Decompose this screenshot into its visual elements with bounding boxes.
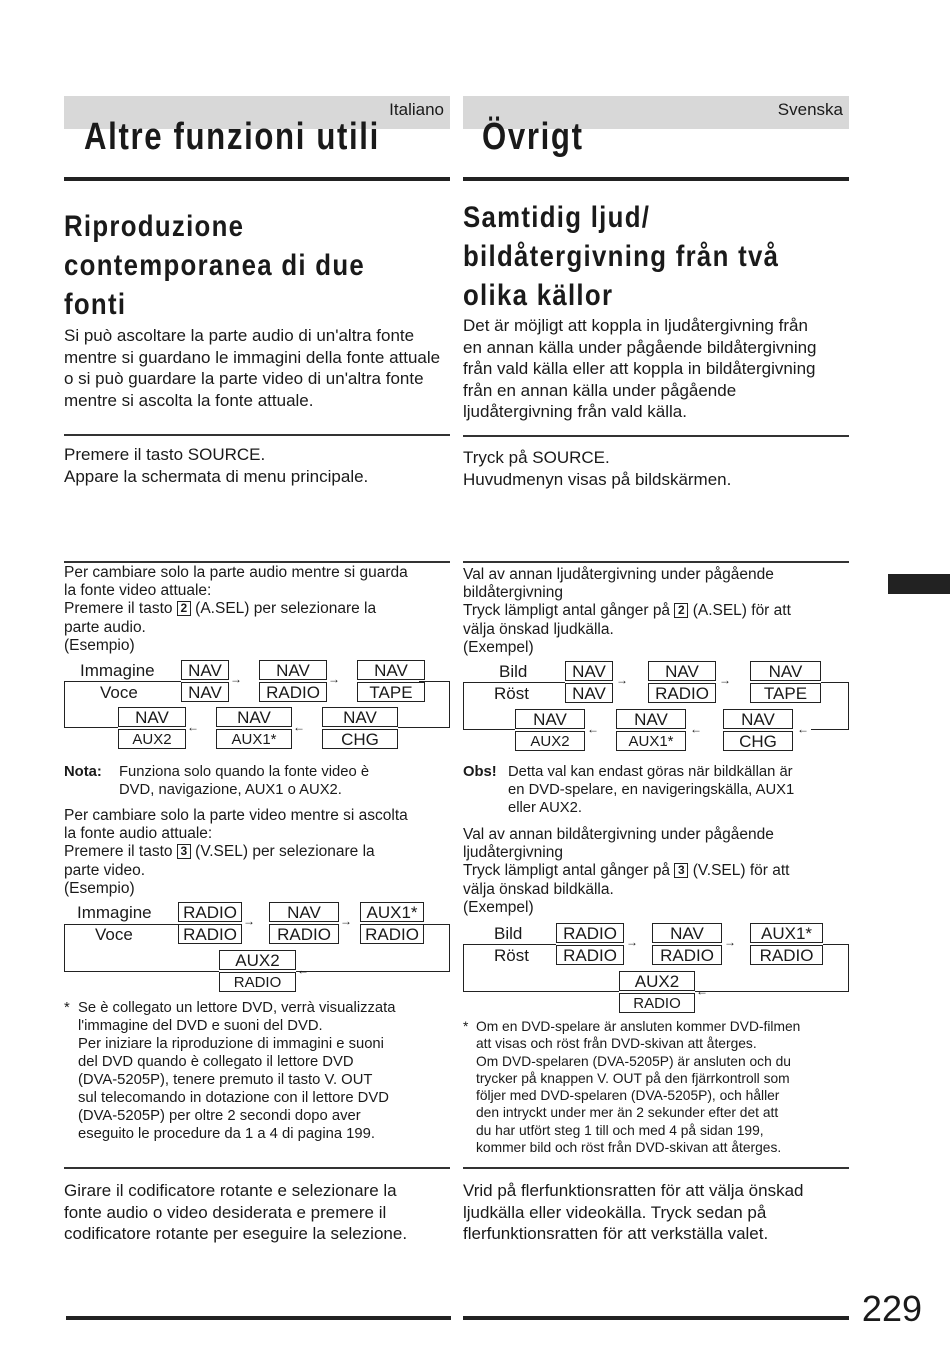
text-line: Funziona solo quando la fonte video è <box>119 764 370 780</box>
diagram-box: RADIO <box>178 924 242 944</box>
right-section-title-line: bildåtergivning från två <box>463 240 780 273</box>
text-line: parte audio. <box>64 618 146 636</box>
right-audio-change <box>463 566 849 657</box>
diagram-box: NAV <box>216 707 292 727</box>
right-title-rule <box>463 177 849 181</box>
right-footnote <box>463 1018 849 1156</box>
text-line: (Exempel) <box>463 898 534 916</box>
text-line: codificatore rotante per eseguire la selezione. <box>64 1224 408 1243</box>
diagram-line <box>811 729 849 730</box>
key-3-icon: 3 <box>674 863 688 878</box>
right-video-diagram <box>463 922 849 1018</box>
diagram-line <box>463 682 464 729</box>
diagram-line <box>821 682 849 683</box>
text-line: eller AUX2. <box>508 800 583 816</box>
right-note <box>463 763 849 817</box>
diagram-box: CHG <box>322 729 398 749</box>
text-line: från vald källa eller att koppla in bildåtergivning <box>463 359 816 378</box>
diagram-box: AUX2 <box>619 971 695 991</box>
arrow-left-icon: ← <box>587 722 599 736</box>
left-footnote <box>64 999 450 1143</box>
diagram-box: CHG <box>723 731 793 751</box>
text-line: trycker på knappen V. OUT på den fjärrkontroll som <box>476 1070 790 1086</box>
text-line: la fonte video attuale: <box>64 582 212 600</box>
text-line: Det är möjligt att koppla in ljudåtergivning från <box>463 316 808 335</box>
text-span: (A.SEL) per selezionare la <box>195 600 377 618</box>
footnote-star: * <box>463 1019 469 1034</box>
diagram-box: TAPE <box>750 683 821 703</box>
arrow-left-icon: ← <box>293 720 305 734</box>
diagram-box: AUX1* <box>616 731 686 751</box>
diagram-line <box>64 924 65 971</box>
diagram-line <box>398 727 450 728</box>
text-line: Huvudmenyn visas på bildskärmen. <box>463 469 732 489</box>
row-label-image: Immagine <box>80 661 155 680</box>
diagram-line <box>64 681 65 727</box>
key-2-icon: 2 <box>177 601 191 616</box>
diagram-line <box>463 944 556 945</box>
note-text <box>508 763 849 817</box>
text-line: Vrid på flerfunktionsratten för att välja önskad <box>463 1181 804 1200</box>
text-line <box>463 862 849 880</box>
text-line <box>64 843 450 861</box>
diagram-line <box>449 681 450 727</box>
right-intro <box>463 315 849 423</box>
text-line: en DVD-spelare, en navigeringskälla, AUX1 <box>508 782 795 798</box>
diagram-box: RADIO <box>259 682 327 702</box>
arrow-left-icon: ← <box>297 963 309 977</box>
diagram-box: RADIO <box>648 683 716 703</box>
arrow-left-icon: ← <box>696 984 708 998</box>
row-label-audio: Röst <box>494 684 529 703</box>
left-divider <box>64 1167 450 1169</box>
diagram-box: RADIO <box>269 924 339 944</box>
diagram-box: RADIO <box>360 924 424 944</box>
row-label-audio: Voce <box>100 683 138 702</box>
key-2-icon: 2 <box>674 603 688 618</box>
text-line: Se è collegato un lettore DVD, verrà visualizzata <box>78 1000 396 1016</box>
text-line: välja önskad ljudkälla. <box>463 620 614 638</box>
diagram-box: AUX2 <box>118 729 186 749</box>
right-section-title-line: Samtidig ljud/ <box>463 201 651 234</box>
diagram-box: NAV <box>750 661 821 681</box>
text-line: l'immagine del DVD e suoni del DVD. <box>78 1018 323 1034</box>
side-thumb-tab <box>888 574 950 594</box>
diagram-box: RADIO <box>219 972 296 992</box>
diagram-box: AUX1* <box>216 729 292 749</box>
text-line <box>64 600 450 618</box>
text-line: Val av annan ljudåtergivning under pågående <box>463 566 774 583</box>
key-3-icon: 3 <box>177 844 191 859</box>
text-line: Om en DVD-spelare är ansluten kommer DVD-filmen <box>476 1019 801 1034</box>
left-bottom-rule <box>66 1316 451 1320</box>
text-span: Tryck lämpligt antal gånger på <box>463 602 671 620</box>
text-line: (Esempio) <box>64 879 135 897</box>
text-line: Per cambiare solo la parte video mentre si ascolta <box>64 807 408 824</box>
right-divider <box>463 1167 849 1169</box>
diagram-box: NAV <box>565 661 613 681</box>
row-label-audio: Röst <box>494 946 529 965</box>
text-line: ljudåtergivning <box>463 844 563 862</box>
left-step1 <box>64 444 450 487</box>
arrow-right-icon: → <box>340 914 352 928</box>
footnote-text <box>476 1018 849 1156</box>
row-label-image: Bild <box>494 924 523 943</box>
diagram-box: RADIO <box>178 902 242 922</box>
diagram-box: RADIO <box>750 945 823 965</box>
text-line: (DVA-5205P), tenere premuto il tasto V. OUT <box>78 1072 373 1088</box>
arrow-right-icon: → <box>616 673 628 687</box>
diagram-box: NAV <box>322 707 398 727</box>
arrow-left-icon: ← <box>797 722 809 736</box>
left-intro: Si può ascoltare la parte audio di un'altra fonte mentre si guardano le immagini della fonte attuale o si può guardare la parte video di un'altra fonte mentre si ascolta la fonte attuale. <box>64 326 441 410</box>
page-number: 229 <box>861 1288 922 1329</box>
diagram-box: NAV <box>118 707 186 727</box>
text-line: Per cambiare solo la parte audio mentre si guarda <box>64 564 408 581</box>
diagram-line <box>64 681 181 682</box>
diagram-box: NAV <box>616 709 686 729</box>
left-section-title-line: Riproduzione <box>64 210 245 243</box>
diagram-box: NAV <box>259 660 327 680</box>
left-title-rule <box>64 177 450 181</box>
text-line: DVD, navigazione, AUX1 o AUX2. <box>119 782 342 798</box>
text-line: (DVA-5205P) per oltre 2 secondi dopo aver <box>78 1108 361 1124</box>
diagram-box: AUX1* <box>360 902 424 922</box>
right-video-change <box>463 826 849 917</box>
diagram-box: NAV <box>652 923 722 943</box>
left-section-title-line: contemporanea di due <box>64 249 366 282</box>
diagram-line <box>463 729 515 730</box>
text-line: Val av annan bildåtergivning under pågående <box>463 826 774 843</box>
right-section-title-line: olika källor <box>463 279 614 312</box>
text-span: Premere il tasto <box>64 600 173 618</box>
text-line: att visas och röst från DVD-skivan att återges. <box>476 1036 757 1052</box>
diagram-line <box>463 944 464 991</box>
note-label: Obs! <box>463 764 497 780</box>
left-note <box>64 763 450 799</box>
row-label-image: Bild <box>499 662 528 681</box>
left-video-change <box>64 807 450 898</box>
right-section-title <box>463 198 779 315</box>
diagram-line <box>848 944 849 991</box>
diagram-box: NAV <box>565 683 613 703</box>
diagram-line <box>823 944 849 945</box>
diagram-box: NAV <box>357 660 425 680</box>
right-bottom-rule <box>463 1316 849 1320</box>
diagram-box: RADIO <box>652 945 722 965</box>
text-span: (A.SEL) för att <box>692 602 791 620</box>
diagram-line <box>463 682 565 683</box>
diagram-box: RADIO <box>556 945 624 965</box>
text-line: en annan källa under pågående bildåtergivning <box>463 337 817 357</box>
text-line: Om DVD-spelaren (DVA-5205P) är ansluten och du <box>476 1053 791 1069</box>
left-final-step <box>64 1180 450 1245</box>
text-line: ljudåtergivning från vald källa. <box>463 402 687 421</box>
text-line: fonte audio o video desiderata e premere il <box>64 1202 387 1222</box>
text-line: välja önskad bildkälla. <box>463 880 614 898</box>
text-line: del DVD quando è collegato il lettore DVD <box>78 1054 354 1070</box>
right-step1 <box>463 447 849 490</box>
diagram-box: NAV <box>515 709 585 729</box>
text-span: (V.SEL) för att <box>692 862 790 880</box>
arrow-right-icon: → <box>328 672 340 686</box>
row-label-image: Immagine <box>77 903 152 922</box>
row-label-audio: Voce <box>95 925 133 944</box>
diagram-box: RADIO <box>556 923 624 943</box>
arrow-right-icon: → <box>626 935 638 949</box>
right-divider <box>463 435 849 437</box>
arrow-right-icon: → <box>724 935 736 949</box>
note-label: Nota: <box>64 764 102 780</box>
text-line: ljudkälla eller videokälla. Tryck sedan på <box>463 1202 767 1222</box>
left-page-title: Altre funzioni utili <box>84 116 380 158</box>
text-line: parte video. <box>64 861 145 879</box>
text-line: den intryckt under mer än 2 sekunder efter det att <box>476 1105 779 1121</box>
text-line: (Exempel) <box>463 638 534 656</box>
text-line: la fonte audio attuale: <box>64 825 213 843</box>
right-language-label: Svenska <box>777 100 843 119</box>
left-step1-line: Appare la schermata di menu principale. <box>64 466 369 486</box>
arrow-left-icon: ← <box>187 720 199 734</box>
text-line: bildåtergivning <box>463 584 563 602</box>
left-video-diagram <box>64 901 450 997</box>
arrow-right-icon: → <box>243 914 255 928</box>
diagram-line <box>64 971 219 972</box>
diagram-line <box>424 924 450 925</box>
diagram-box: NAV <box>181 660 229 680</box>
diagram-box: AUX2 <box>515 731 585 751</box>
text-line: eseguito le procedure da 1 a 4 di pagina 199. <box>78 1126 375 1142</box>
right-final-step <box>463 1180 849 1245</box>
left-audio-diagram <box>64 659 450 755</box>
text-line: från en annan källa under pågående <box>463 380 737 400</box>
diagram-box: NAV <box>269 902 339 922</box>
diagram-box: AUX2 <box>219 950 296 970</box>
footnote-text <box>78 999 450 1143</box>
note-text <box>119 763 450 799</box>
text-line: Tryck på SOURCE. <box>463 448 610 467</box>
right-page-title: Övrigt <box>482 116 584 158</box>
diagram-line <box>296 971 450 972</box>
text-span: Tryck lämpligt antal gånger på <box>463 862 671 880</box>
diagram-line <box>449 924 450 971</box>
left-section-title <box>64 207 365 324</box>
left-divider <box>64 434 450 436</box>
diagram-line <box>463 991 619 992</box>
footnote-star: * <box>64 1000 70 1016</box>
arrow-right-icon: → <box>719 673 731 687</box>
arrow-left-icon: ← <box>690 722 702 736</box>
diagram-line <box>848 682 849 729</box>
diagram-line <box>64 727 118 728</box>
diagram-box: TAPE <box>357 682 425 702</box>
left-divider <box>64 561 450 563</box>
diagram-box: NAV <box>648 661 716 681</box>
diagram-box: NAV <box>723 709 793 729</box>
text-line: (Esempio) <box>64 636 135 654</box>
diagram-box: NAV <box>181 682 229 702</box>
right-divider <box>463 561 849 563</box>
text-line: Per iniziare la riproduzione di immagini e suoni <box>78 1036 384 1052</box>
text-line: följer med DVD-spelaren (DVA-5205P), och håller <box>476 1088 780 1104</box>
left-step1-line: Premere il tasto SOURCE. <box>64 445 266 464</box>
diagram-box: RADIO <box>619 993 695 1013</box>
text-line: sul telecomando in dotazione con il lettore DVD <box>78 1090 389 1106</box>
text-line <box>463 602 849 620</box>
left-section-title-line: fonti <box>64 288 127 321</box>
right-audio-diagram <box>463 660 849 756</box>
left-language-label: Italiano <box>389 100 444 119</box>
diagram-line <box>695 991 849 992</box>
text-line: Detta val kan endast göras när bildkällan är <box>508 764 793 780</box>
text-span: (V.SEL) per selezionare la <box>195 843 375 861</box>
left-audio-change <box>64 564 450 655</box>
diagram-box: AUX1* <box>750 923 823 943</box>
text-span: Premere il tasto <box>64 843 173 861</box>
text-line: flerfunktionsratten för att verkställa valet. <box>463 1224 769 1243</box>
text-line: kommer bild och röst från DVD-skivan att återges. <box>476 1140 782 1156</box>
text-line: Girare il codificatore rotante e selezionare la <box>64 1181 397 1200</box>
arrow-right-icon: → <box>230 672 242 686</box>
text-line: du har utfört steg 1 till och med 4 på sidan 199, <box>476 1122 764 1138</box>
